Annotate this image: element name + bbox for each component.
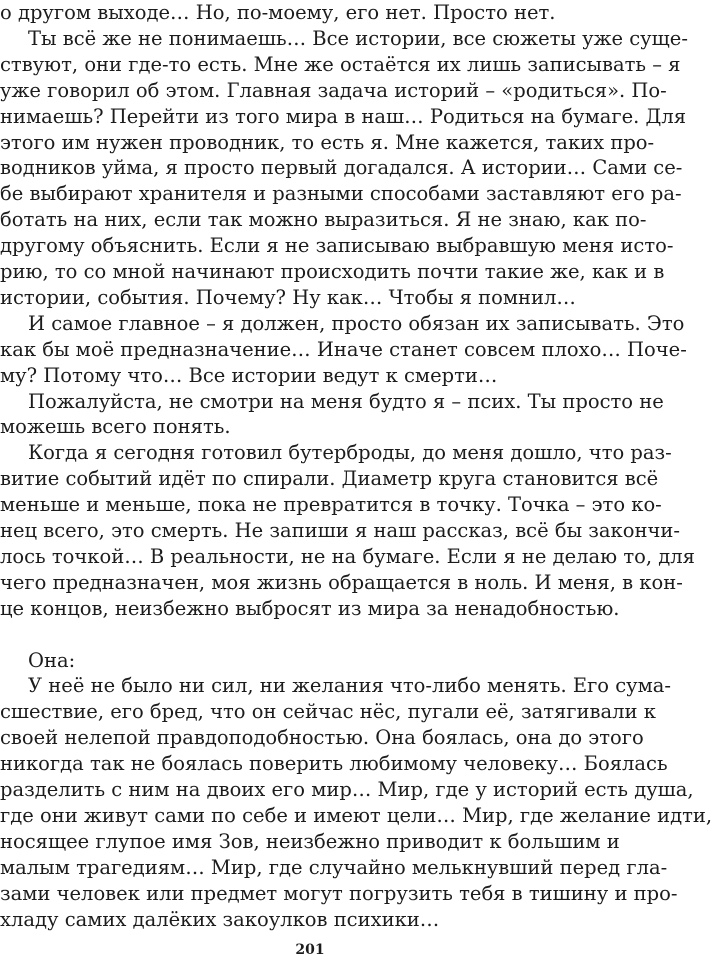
text-line: водников уйма, я просто первый догадался. А истории… Сами се- bbox=[0, 156, 683, 180]
text-line: лось точкой… В реальности, не на бумаге. Если я не делаю то, для bbox=[0, 544, 695, 568]
text-line: как бы моё предназначение… Иначе станет совсем плохо… Поче- bbox=[0, 337, 687, 361]
text-line: И самое главное – я должен, просто обязан их записывать. Это bbox=[28, 311, 685, 335]
text-line: нец всего, это смерть. Не запиши я наш рассказ, всё бы закончи- bbox=[0, 519, 680, 542]
text-line: чего предназначен, моя жизнь обращается в ноль. И меня, в кон- bbox=[0, 570, 683, 594]
text-line: витие событий идёт по спирали. Диаметр круга становится всё bbox=[0, 467, 659, 491]
text-line: Она: bbox=[28, 648, 76, 672]
text-line: можешь всего понять. bbox=[0, 415, 231, 439]
text-line: му? Потому что… Все истории ведут к смерти… bbox=[0, 363, 498, 387]
text-line: истории, события. Почему? Ну как… Чтобы я помнил… bbox=[0, 285, 576, 309]
text-line: нимаешь? Перейти из того мира в наш… Родиться на бумаге. Для bbox=[0, 104, 687, 128]
text-line: другому объяснить. Если я не записываю выбравшую меня исто- bbox=[0, 234, 674, 258]
text-line: никогда так не боялась поверить любимому человеку… Боялась bbox=[0, 752, 668, 776]
text-line: этого им нужен проводник, то есть я. Мне кажется, таких про- bbox=[0, 130, 655, 154]
text-line: рию, то со мной начинают происходить почти такие же, как и в bbox=[0, 260, 665, 283]
text-line: о другом выходе… Но, по-моему, его нет. Просто нет. bbox=[0, 1, 556, 24]
text-line: носящее глупое имя Зов, неизбежно приводит к большим и bbox=[0, 829, 620, 853]
text-line: где они живут сами по себе и имеют цели… Мир, где желание идти, bbox=[0, 803, 712, 827]
text-line: своей нелепой правдоподобностью. Она боялась, она до этого bbox=[0, 726, 644, 750]
text-line: ботать на них, если так можно выразиться. Я не знаю, как по- bbox=[0, 208, 647, 232]
text-line: Пожалуйста, не смотри на меня будто я – псих. Ты просто не bbox=[28, 389, 664, 413]
page-number: 201 bbox=[295, 942, 325, 958]
text-line: це концов, неизбежно выбросят из мира за ненадобностью. bbox=[0, 596, 620, 620]
text-line: зами человек или предмет могут погрузить тебя в тишину и про- bbox=[0, 881, 678, 905]
text-line: У неё не было ни сил, ни желания что-либо менять. Его сума- bbox=[28, 674, 672, 698]
text-line: малым трагедиям… Мир, где случайно мелькнувший перед гла- bbox=[0, 855, 668, 879]
text-line: Ты всё же не понимаешь… Все истории, все сюжеты уже суще- bbox=[28, 26, 688, 50]
text-line: ствуют, они где-то есть. Мне же остаётся их лишь записывать – я bbox=[0, 52, 681, 76]
text-line: хладу самих далёких закоулков психики… bbox=[0, 907, 440, 931]
text-line: уже говорил об этом. Главная задача историй – «родиться». По- bbox=[0, 78, 667, 102]
text-line: сшествие, его бред, что он сейчас нёс, пугали её, затягивали к bbox=[0, 700, 656, 724]
text-line: Когда я сегодня готовил бутерброды, до меня дошло, что раз- bbox=[28, 441, 672, 465]
text-line: разделить с ним на двоих его мир… Мир, где у историй есть душа, bbox=[0, 778, 694, 801]
text-line: бе выбирают хранителя и разными способами заставляют его ра- bbox=[0, 182, 682, 206]
text-line: меньше и меньше, пока не превратится в точку. Точка – это ко- bbox=[0, 493, 662, 517]
